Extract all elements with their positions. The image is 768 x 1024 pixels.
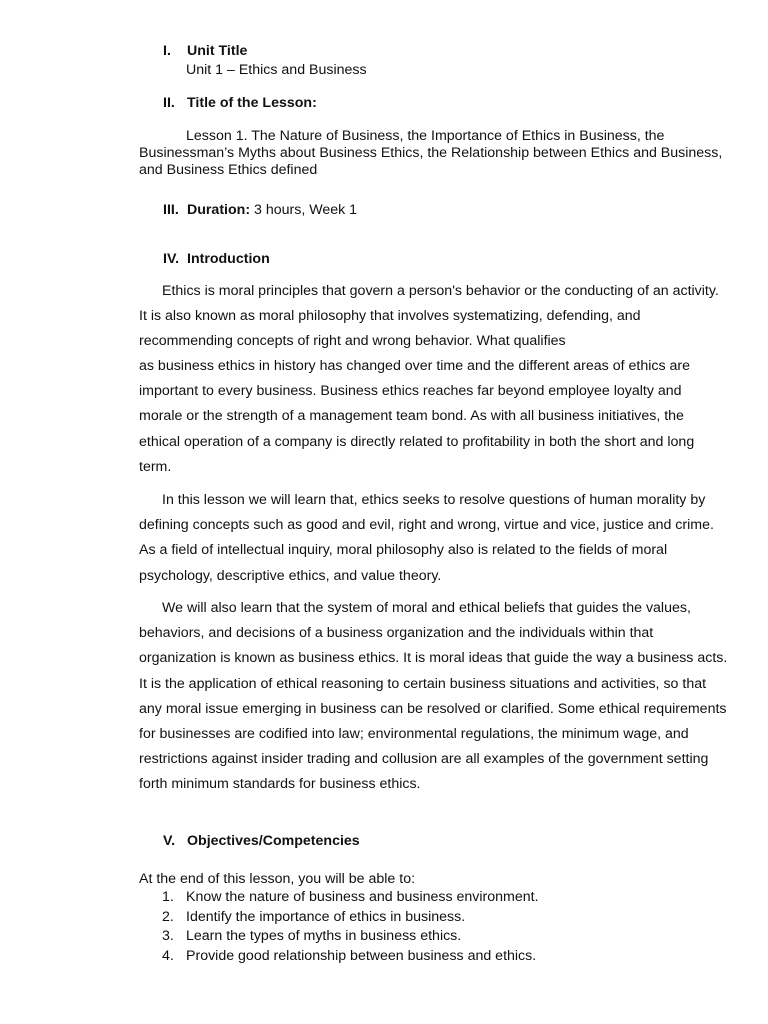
section-objectives-heading: [163, 833, 360, 849]
section-unit-title-heading: [163, 43, 247, 59]
section-duration-heading: [163, 202, 357, 218]
section-heading-text: Unit Title: [187, 43, 248, 59]
intro-paragraph-3: We will also learn that the system of moral and ethical beliefs that guides the values, behaviors, and decisions of a business organization and the individuals within that organization is known as business ethics. It is moral ideas that guide the way a business acts. It is the application of ethical reasoning to certain business situations and activities, so that any moral issue emerging in business can be resolved or clarified. Some ethical requirements for businesses are codified into law; environmental regulations, the minimum wage, and restrictions against insider trading and collusion are all examples of the government setting forth minimum standards for business ethics.: [139, 600, 728, 793]
list-item: 4. Provide good relationship between business and ethics.: [162, 947, 537, 964]
section-numeral: I.: [163, 43, 171, 59]
intro-paragraph-1-continued: as business ethics in history has changed over time and the different areas of ethics are important to every business. Business ethics reaches far beyond employee loyalty and morale or the strength of a management team bond. As with all business initiatives, the ethical operation of a company is directly related to profitability in both the short and long term.: [139, 358, 695, 475]
lesson-title-text: Lesson 1. The Nature of Business, the Importance of Ethics in Business, the Businessman’s Myths about Business Ethics, the Relationship between Ethics and Business, and Business Ethics defined: [139, 128, 723, 178]
list-item: 1. Know the nature of business and business environment.: [162, 889, 539, 905]
section-lesson-title-heading: [163, 95, 317, 111]
list-item: 2. Identify the importance of ethics in business.: [162, 908, 466, 925]
section-heading-text: Introduction: [187, 251, 270, 267]
section-numeral: II.: [163, 95, 175, 111]
unit-title-value: Unit 1 – Ethics and Business: [186, 62, 367, 78]
objectives-lead-text: At the end of this lesson, you will be able to:: [139, 871, 416, 887]
objectives-list: [139, 888, 539, 966]
duration-value: 3 hours, Week 1: [254, 202, 358, 218]
list-item: 3. Learn the types of myths in business ethics.: [162, 928, 462, 945]
intro-paragraph-2: In this lesson we will learn that, ethics seeks to resolve questions of human morality by defining concepts such as good and evil, right and wrong, virtue and vice, justice and crime. As a field of intellectual inquiry, moral philosophy also is related to the fields of moral psychology, descriptive ethics, and value theory.: [139, 492, 714, 584]
section-numeral: IV.: [163, 251, 180, 267]
section-heading-text: Objectives/Competencies: [187, 833, 360, 849]
section-heading-text: Duration:: [187, 202, 251, 218]
intro-paragraph-1: Ethics is moral principles that govern a person's behavior or the conducting of an activity. It is also known as moral philosophy that involves systematizing, defending, and recommending concepts of right and wrong behavior. What qualifies: [139, 283, 719, 350]
section-heading-text: Title of the Lesson:: [187, 95, 317, 111]
section-numeral: V.: [163, 833, 176, 849]
section-introduction-heading: [163, 251, 270, 267]
section-numeral: III.: [163, 202, 179, 218]
